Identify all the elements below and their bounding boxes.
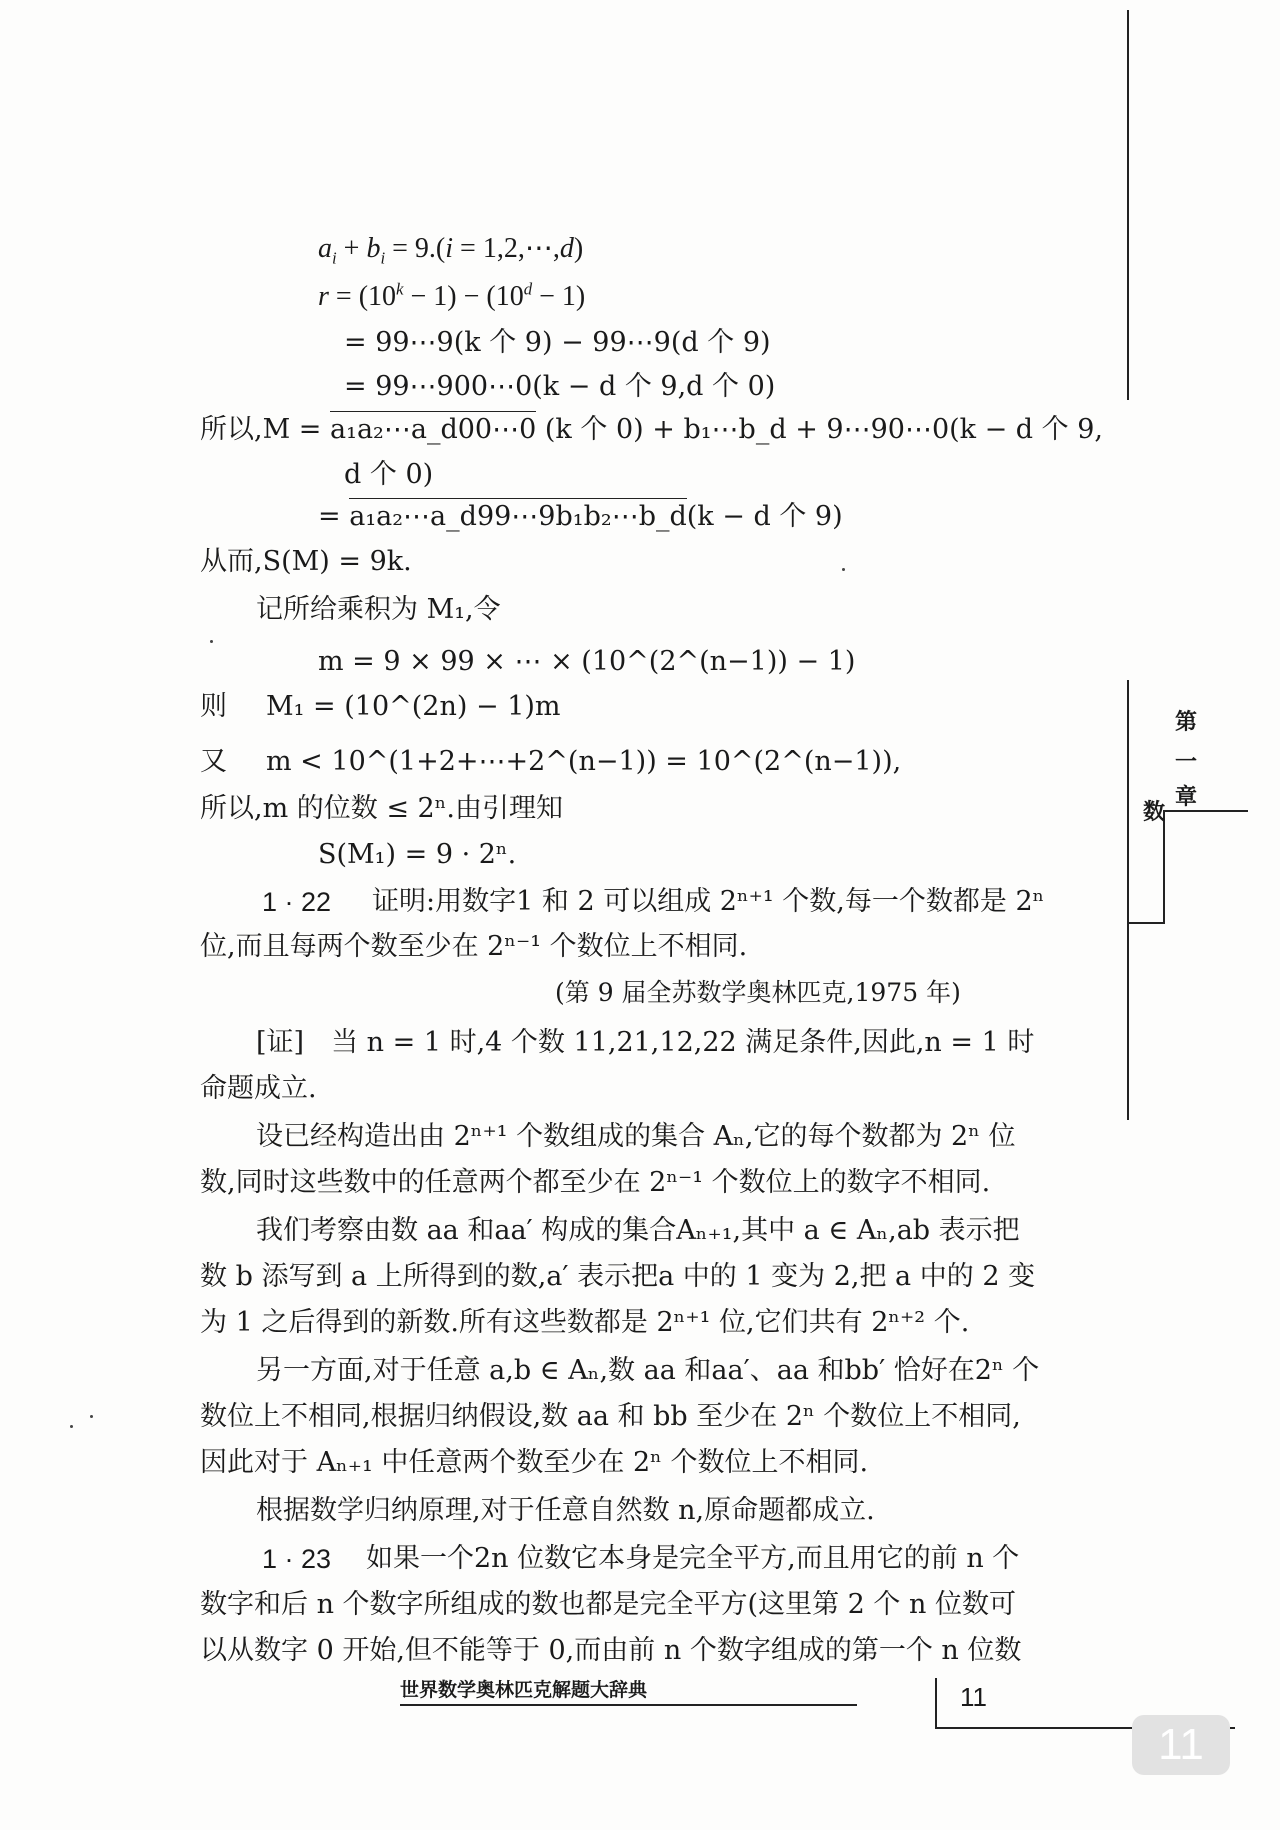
scan-speck (90, 1415, 93, 1418)
equation-line: = 99⋯900⋯0(k − d 个 9,d 个 0) (344, 371, 776, 402)
text-line: [证] 当 n = 1 时,4 个数 11,21,12,22 满足条件,因此,n = 1 时 (256, 1027, 1035, 1058)
problem-number: 1 · 22 (262, 887, 332, 917)
text-line: 因此对于 Aₙ₊₁ 中任意两个数至少在 2ⁿ 个数位上不相同. (200, 1447, 869, 1478)
overline-number: a₁a₂⋯a_d00⋯0 (330, 411, 536, 445)
text-line: 如果一个2n 位数它本身是完全平方,而且用它的前 n 个 (366, 1543, 1020, 1574)
text-line: 数 b 添写到 a 上所得到的数,a′ 表示把a 中的 1 变为 2,把 a 中的 2 变 (200, 1261, 1036, 1292)
text-line: 数,同时这些数中的任意两个都至少在 2ⁿ⁻¹ 个数位上的数字不相同. (200, 1167, 991, 1198)
overline-number: a₁a₂⋯a_d99⋯9b₁b₂⋯b_d (349, 498, 687, 532)
equation-line: m < 10^(1+2+⋯+2^(n−1)) = 10^(2^(n−1)), (266, 746, 902, 777)
equation-label: 则 (200, 691, 227, 722)
text-line: 为 1 之后得到的新数.所有这些数都是 2ⁿ⁺¹ 位,它们共有 2ⁿ⁺² 个. (200, 1307, 970, 1338)
book-title-footer: 世界数学奥林匹克解题大辞典 (400, 1675, 857, 1706)
equation-line: = 99⋯9(k 个 9) − 99⋯9(d 个 9) (344, 327, 771, 358)
text-line: 根据数学归纳原理,对于任意自然数 n,原命题都成立. (256, 1495, 875, 1526)
equation-line: = a₁a₂⋯a_d99⋯9b₁b₂⋯b_d(k − d 个 9) (318, 500, 843, 534)
equation-line: $a_i + b_i = 9.(i$ = 1,2,⋯,d) (318, 233, 584, 268)
text-line: 以从数字 0 开始,但不能等于 0,而由前 n 个数字组成的第一个 n 位数 (200, 1635, 1022, 1666)
scan-speck (70, 1425, 73, 1428)
right-margin-rule-top (1127, 10, 1129, 400)
chapter-label-2: 一 (1175, 750, 1198, 775)
text-line: 从而,S(M) = 9k. (200, 546, 412, 577)
text-line: 所以,m 的位数 ≤ 2ⁿ.由引理知 (200, 793, 563, 824)
footer-divider (935, 1678, 937, 1728)
equation-line: 所以,M = a₁a₂⋯a_d00⋯0 (k 个 0) + b₁⋯b_d + 9⋯90⋯0(k − d 个 9, (200, 413, 1103, 447)
chapter-tab-rule (1163, 812, 1165, 924)
scan-speck (210, 640, 213, 643)
chapter-label-3: 章 (1175, 785, 1198, 810)
equation-line: S(M₁) = 9 · 2ⁿ. (318, 839, 517, 870)
equation-line: M₁ = (10^(2n) − 1)m (266, 691, 561, 722)
chapter-label-4: 数 (1143, 800, 1166, 825)
equation-line: d 个 0) (344, 459, 434, 490)
problem-number: 1 · 23 (262, 1544, 332, 1574)
text-line: 命题成立. (200, 1073, 317, 1104)
scan-speck (842, 568, 845, 571)
text-line: 证明:用数字1 和 2 可以组成 2ⁿ⁺¹ 个数,每一个数都是 2ⁿ (372, 886, 1045, 917)
equation-line: m = 9 × 99 × ⋯ × (10^(2^(n−1)) − 1) (318, 646, 856, 677)
text-line: 数位上不相同,根据归纳假设,数 aa 和 bb 至少在 2ⁿ 个数位上不相同, (200, 1401, 1021, 1432)
page-number: 11 (960, 1682, 987, 1712)
text-line: 另一方面,对于任意 a,b ∈ Aₙ,数 aa 和aa′、aa 和bb′ 恰好在2ⁿ 个 (256, 1355, 1040, 1386)
text-line: 设已经构造出由 2ⁿ⁺¹ 个数组成的集合 Aₙ,它的每个数都为 2ⁿ 位 (256, 1121, 1016, 1152)
viewer-page-badge: 11 (1132, 1715, 1230, 1775)
chapter-tab-bottom-rule (1127, 922, 1165, 924)
source-citation: (第 9 届全苏数学奥林匹克,1975 年) (555, 978, 961, 1007)
chapter-label-1: 第 (1175, 710, 1198, 735)
text-line: 我们考察由数 aa 和aa′ 构成的集合Aₙ₊₁,其中 a ∈ Aₙ,ab 表示把 (256, 1215, 1020, 1246)
right-margin-rule-middle (1127, 680, 1129, 1120)
text-line: 记所给乘积为 M₁,令 (256, 594, 501, 625)
text-line: 位,而且每两个数至少在 2ⁿ⁻¹ 个数位上不相同. (200, 931, 748, 962)
equation-label: 又 (200, 746, 227, 777)
text-line: 数字和后 n 个数字所组成的数也都是完全平方(这里第 2 个 n 位数可 (200, 1589, 1016, 1620)
equation-line: $r = (10^k - 1) - (10^d - 1)$ (318, 279, 586, 312)
